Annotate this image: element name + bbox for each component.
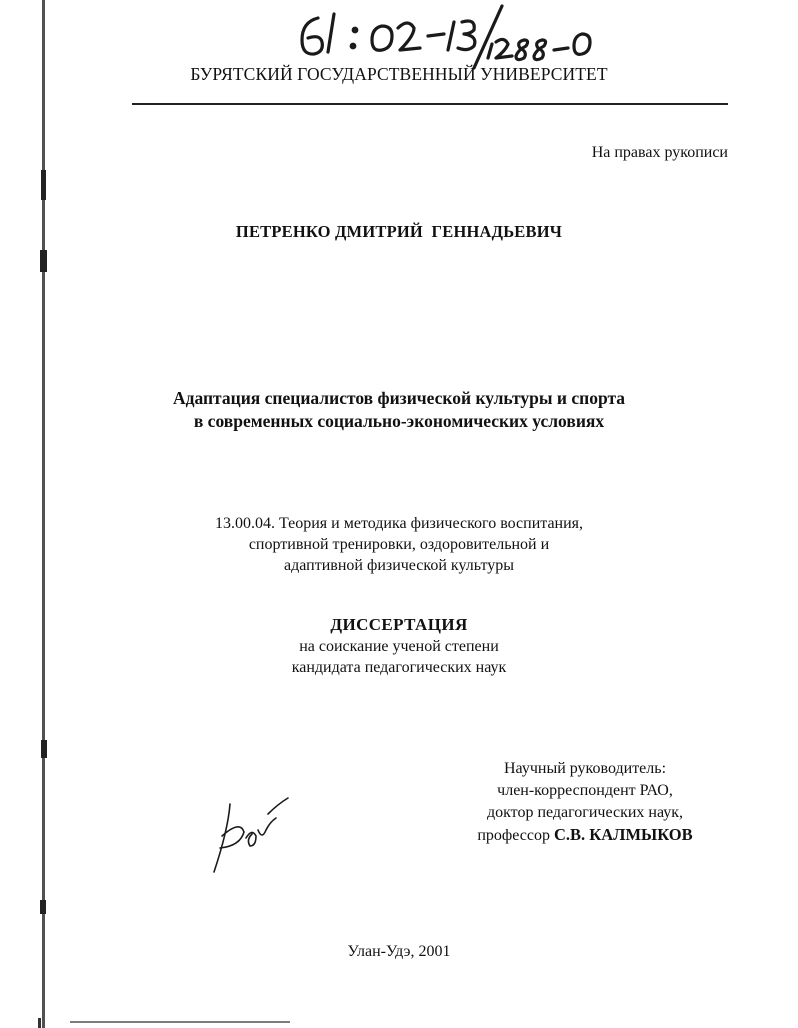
specialty-line-3: адаптивной физической культуры [284,557,514,574]
advisor-name: С.В. КАЛМЫКОВ [554,825,693,844]
university-name: БУРЯТСКИЙ ГОСУДАРСТВЕННЫЙ УНИВЕРСИТЕТ [190,64,608,84]
specialty-block [0,513,798,576]
degree-block [0,636,798,678]
manuscript-rights-note: На правах рукописи [591,144,728,161]
advisor-title-2: доктор педагогических наук, [486,804,684,821]
dissertation-heading: ДИССЕРТАЦИЯ [330,615,468,634]
degree-line-2: кандидата педагогических наук [291,659,507,676]
scan-bottom-artifact [30,1018,730,1028]
scientific-advisor-block [460,758,710,847]
author-name: ПЕТРЕНКО ДМИТРИЙ ГЕННАДЬЕВИЧ [235,222,563,241]
title-line-1: Адаптация специалистов физической культуры и спорта [172,388,626,408]
specialty-line-1: 13.00.04. Теория и методика физического воспитания, [214,515,584,532]
advisor-name-line [460,824,710,847]
degree-line-1: на соискание ученой степени [299,638,499,655]
city-and-year: Улан-Удэ, 2001 [347,943,451,960]
specialty-line-2: спортивной тренировки, оздоровительной и [248,536,550,553]
advisor-title-1: член-корреспондент РАО, [497,782,673,799]
advisor-rank: профессор [477,827,554,844]
handwritten-archive-number [230,0,610,70]
dissertation-title [0,387,798,433]
handwritten-signature [200,790,300,880]
title-line-2: в современных социально-экономических условиях [193,411,605,431]
advisor-label: Научный руководитель: [503,760,667,777]
header-rule [132,103,728,105]
